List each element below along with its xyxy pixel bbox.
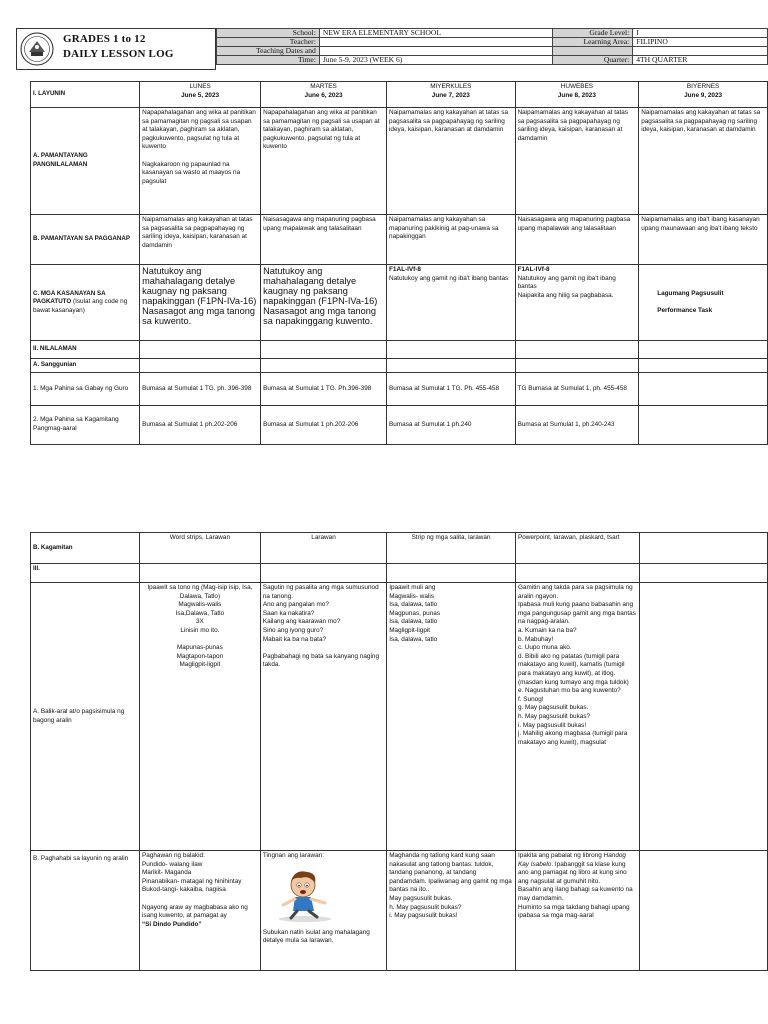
cell-kagamitang-miyerkules: Bumasa at Sumulat 1 ph.240 [387, 406, 516, 445]
cell-kagamitang-lunes: Bumasa at Sumulat 1 ph.202-206 [140, 406, 261, 445]
story-title: “Si Dindo Pundido” [141, 920, 202, 928]
row-label-pamantayang-pangnilalaman: A. PAMANTAYANG PANGNILALAMAN [31, 108, 140, 215]
school-value: NEW ERA ELEMENTARY SCHOOL [319, 29, 553, 38]
cell-kasanayan-biyernes [639, 265, 768, 341]
cell-kagamitang-biyernes [639, 406, 768, 445]
teaching-dates-label-2: Time: [217, 56, 320, 65]
quarter-value: 4TH QUARTER [633, 56, 768, 65]
book-title: Handog Kay Isabelo [517, 852, 626, 868]
teacher-label: Teacher: [217, 38, 320, 47]
cell-balik-miyerkules: Ipaawit muli ang Magwalis- walis Isa, dalawa, tatlo Magpunas, punas Isa, dalawa, tatlo Magligpit-ligpit Isa, dalawa, tatlo [387, 583, 516, 851]
cell-pamantayang-biyernes: Naipamamalas ang kakayahan at tatas sa pagsasalita sa pagpapahayag ng sariling ideya, kaisipan, karanasan at damdamin [639, 108, 768, 215]
cell-gabay-huwebes: TG Bumasa at Sumulat 1, ph. 455-458 [515, 373, 639, 406]
row-label-kagamitan: B. Kagamitan [31, 533, 140, 564]
boy-cartoon-icon [265, 865, 345, 923]
cell-pagganap-miyerkules: Naipamamalas ang kakayahan sa mapanuring pakikinig at pag-unawa sa napakinggan [387, 215, 516, 265]
cell-kasanayan-miyerkules: F1AL-IVf-8 Natutukoy ang gamit ng iba't ibang bantas [387, 265, 516, 341]
teacher-value [319, 38, 553, 47]
day-header-martes: MARTES June 6, 2023 [261, 82, 387, 108]
cell-gabay-lunes: Bumasa at Sumulat 1 TG. ph. 396-398 [140, 373, 261, 406]
cell-pagganap-lunes: Naipamamalas ang kakayahan at tatas sa pagsasalita sa pagpapahayag ng sariling ideya, kaisipan, karanasan at damdamin [140, 215, 261, 265]
school-label: School: [217, 29, 320, 38]
cell-kagamitan-biyernes [639, 533, 767, 564]
cell-pagganap-huwebes: Naisasagawa ang mapanuring pagbasa upang mapalawak ang talasalitaan [515, 215, 639, 265]
title-daily-lesson-log: DAILY LESSON LOG [63, 48, 174, 60]
cell-balik-biyernes [639, 583, 767, 851]
day-header-lunes: LUNES June 5, 2023 [140, 82, 261, 108]
cell-kasanayan-martes: Natutukoy ang mahahalagang detalye kaugnay ng paksang napakinggan (F1PN-IVa-16) Nasasagot ang mga tanong sa napakinggang kuwento. [261, 265, 387, 341]
cell-pamantayang-martes: Napapahalagahan ang wika at panitikan sa pamamagitan ng pagsali sa usapan at talakayan, paghiram sa aklatan, pagkukuwento, pagsulat ng tula at kuwento [261, 108, 387, 215]
lagumang-pagsusulit: Lagumang Pagsusulit [657, 289, 724, 297]
deped-seal-icon [20, 32, 54, 66]
cell-pamantayang-miyerkules: Naipamamalas ang kakayahan at tatas sa pagsasalita sa pagpapahayag ng sariling ideya, kaisipan, karanasan at damdamin [387, 108, 516, 215]
cell-balik-huwebes: Gamitin ang takda para sa pagsimula ng aralin ngayon. Ipabasa muli kung paano babasahin ang mga pangungusap gamit ang mga bantas na nagpag-aralan. a. Kumain ka na ba? b. Mabuhay! c. Uupo muna ako. d. Bibili ako ng patatas (tumigil para makatayo ang kuwit), kamatis (tumigil para makatayo ang kuwit), at itlog. (masdan kung tumayo ang mga tuldok) e. Nagustuhan mo ba ang kuwento? f. Sunog! g. May pagsusulit bukas. h. May pagsusulit bukas? i. May pagsusulit bukas! j. Mahilig akong magbasa (tumigil para makatayo ang kuwit), magsulat [515, 583, 639, 851]
lesson-table-part-2 [30, 532, 768, 971]
cell-kagamitan-lunes: Word strips, Larawan [139, 533, 260, 564]
title-grades: GRADES 1 to 12 [63, 33, 146, 45]
cell-kagamitan-huwebes: Powerpoint, larawan, plaskard, tsart [515, 533, 639, 564]
day-header-miyerkules: MIYERKULES June 7, 2023 [387, 82, 516, 108]
cell-paghahabi-lunes: Paghawan ng balakid: Pundido- walang ilaw Marikit- Maganda Pinanabikan- matagal ng hinihintay Bukod-tangi- kakaiba, nagiisa Ngayong araw ay magbabasa ako ng isang kuwento, at pamagat ay “Si Dindo Pundido” [139, 851, 260, 971]
grade-level-label: Grade Level: [553, 29, 633, 38]
row-label-iii: III. [31, 564, 140, 583]
cell-pamantayang-lunes: Napapahalagahan ang wika at panitikan sa pamamagitan ng pagsali sa usapan at talakayan, paghiram sa aklatan, pagkukuwento, pagsulat ng tula at kuwento Nagkakaroon ng papaunlad na kasanayan sa wasto at maayos na pagsulat [140, 108, 261, 215]
cell-gabay-biyernes [639, 373, 768, 406]
cell-paghahabi-huwebes: Ipakita ang pabalat ng librong Handog Kay Isabelo. Ipabanggit sa klase kung ano ang pamagat ng libro at kung sino ang nagsulat at gumuhit nito. Basahin ang ilang bahagi sa kuwento na may damdamin. Huminto sa mga takdang bahagi upang ipabasa sa mga mag-aaral [515, 851, 639, 971]
cell-kagamitan-martes: Larawan [260, 533, 386, 564]
cell-kagamitang-martes: Bumasa at Sumulat 1 ph.202-206 [261, 406, 387, 445]
cell-balik-martes: Sagutin ng pasalita ang mga sumusunod na tanong. Ano ang pangalan mo? Saan ka nakatira? Kailang ang kaarawan mo? Sino ang iyong guro? Mabait ka ba na bata? Pagbabahagi ng bata sa kanyang naging takda. [260, 583, 386, 851]
row-label-layunin: I. LAYUNIN [31, 82, 140, 108]
cell-kagamitang-huwebes: Bumasa at Sumulat 1, ph.240-243 [515, 406, 639, 445]
teaching-dates-value: June 5-9, 2023 (WEEK 6) [319, 56, 553, 65]
cell-pamantayang-huwebes: Naipamamalas ang kakayahan at tatas sa pagsasalita sa pagpapahayag ng sariling ideya, kaisipan, karanasan at damdamin [515, 108, 639, 215]
row-label-sanggunian: A. Sanggunian [31, 359, 140, 373]
learning-area-value: FILIPINO [633, 38, 768, 47]
row-label-pamantayan-sa-pagganap: B. PAMANTAYAN SA PAGGANAP [31, 215, 140, 265]
row-label-kagamitang-pangmag-aaral: 2. Mga Pahina sa Kagamitang Pangmag-aaral [31, 406, 140, 445]
cell-paghahabi-biyernes [639, 851, 767, 971]
teaching-dates-label-1: Teaching Dates and [217, 47, 320, 56]
grade-level-value: I [633, 29, 768, 38]
code-huwebes: F1AL-IVf-8 [517, 266, 550, 273]
cell-pagganap-biyernes: Naipamamalas ang iba't ibang kasanayan upang maunawaan ang iba't ibang teksto [639, 215, 768, 265]
row-label-gabay-ng-guro: 1. Mga Pahina sa Gabay ng Guro [31, 373, 140, 406]
cell-pagganap-martes: Naisasagawa ang mapanuring pagbasa upang mapalawak ang talasalitaan [261, 215, 387, 265]
cell-kagamitan-miyerkules: Strip ng mga salita, larawan [387, 533, 516, 564]
row-label-kasanayan-sa-pagkatuto: C. MGA KASANAYAN SA PAGKATUTO (Isulat ang code ng bawat kasanayan) [31, 265, 140, 341]
code-miyerkules: F1AL-IVf-8 [389, 266, 421, 273]
cell-kasanayan-lunes: Natutukoy ang mahahalagang detalye kaugnay ng paksang napakinggan (F1PN-IVa-16) Nasasagot ang mga tanong sa kuwento. [140, 265, 261, 341]
performance-task: Performance Task [657, 306, 713, 314]
cell-kasanayan-huwebes: F1AL-IVf-8 Natutukoy ang gamit ng iba't ibang bantas Naipakita ang hilig sa pagbabasa. [515, 265, 639, 341]
quarter-label: Quarter: [553, 56, 633, 65]
header-info-table [216, 28, 768, 65]
cell-paghahabi-martes: Tingnan ang larawan: Subukan natin isulat ang mahalagang detalye mula sa larawan. [260, 851, 386, 971]
row-label-nilalaman: II. NILALAMAN [31, 341, 140, 359]
header-title-box [16, 28, 216, 70]
cell-gabay-miyerkules: Bumasa at Sumulat 1 TG. Ph. 455-458 [387, 373, 516, 406]
learning-area-label: Learning Area: [553, 38, 633, 47]
lesson-table-part-1 [30, 81, 768, 445]
day-header-biyernes: BIYERNES June 9, 2023 [639, 82, 768, 108]
cell-gabay-martes: Bumasa at Sumulat 1 TG. Ph.396-398 [261, 373, 387, 406]
cell-paghahabi-miyerkules: Maghanda ng tatlong kard kung saan nakasulat ang tatlong bantas: tuldok, tandang pananong, at tandang pandamdam. Ipaliwanag ang gamit ng mga bantas na ito.. May pagsusulit bukas. h. May pagsusulit bukas? i. May pagsusulit bukas! [387, 851, 516, 971]
row-label-balik-aral: A. Balik-aral at/o pagsisimula ng bagong aralin [31, 583, 140, 851]
cell-balik-lunes: Ipaawit sa tono ng (Mag-isip isip, Isa, Dalawa, Tatlo) Magwalis-walis Isa,Dalawa, Tatlo 3X Linisin mo ito. Mapunas-punas Magtapon-tapon Magligpit-ligpit [139, 583, 260, 851]
row-label-paghahabi: B. Paghahabi sa layunin ng aralin [31, 851, 140, 971]
day-header-huwebes: HUWEBES June 8, 2023 [515, 82, 639, 108]
